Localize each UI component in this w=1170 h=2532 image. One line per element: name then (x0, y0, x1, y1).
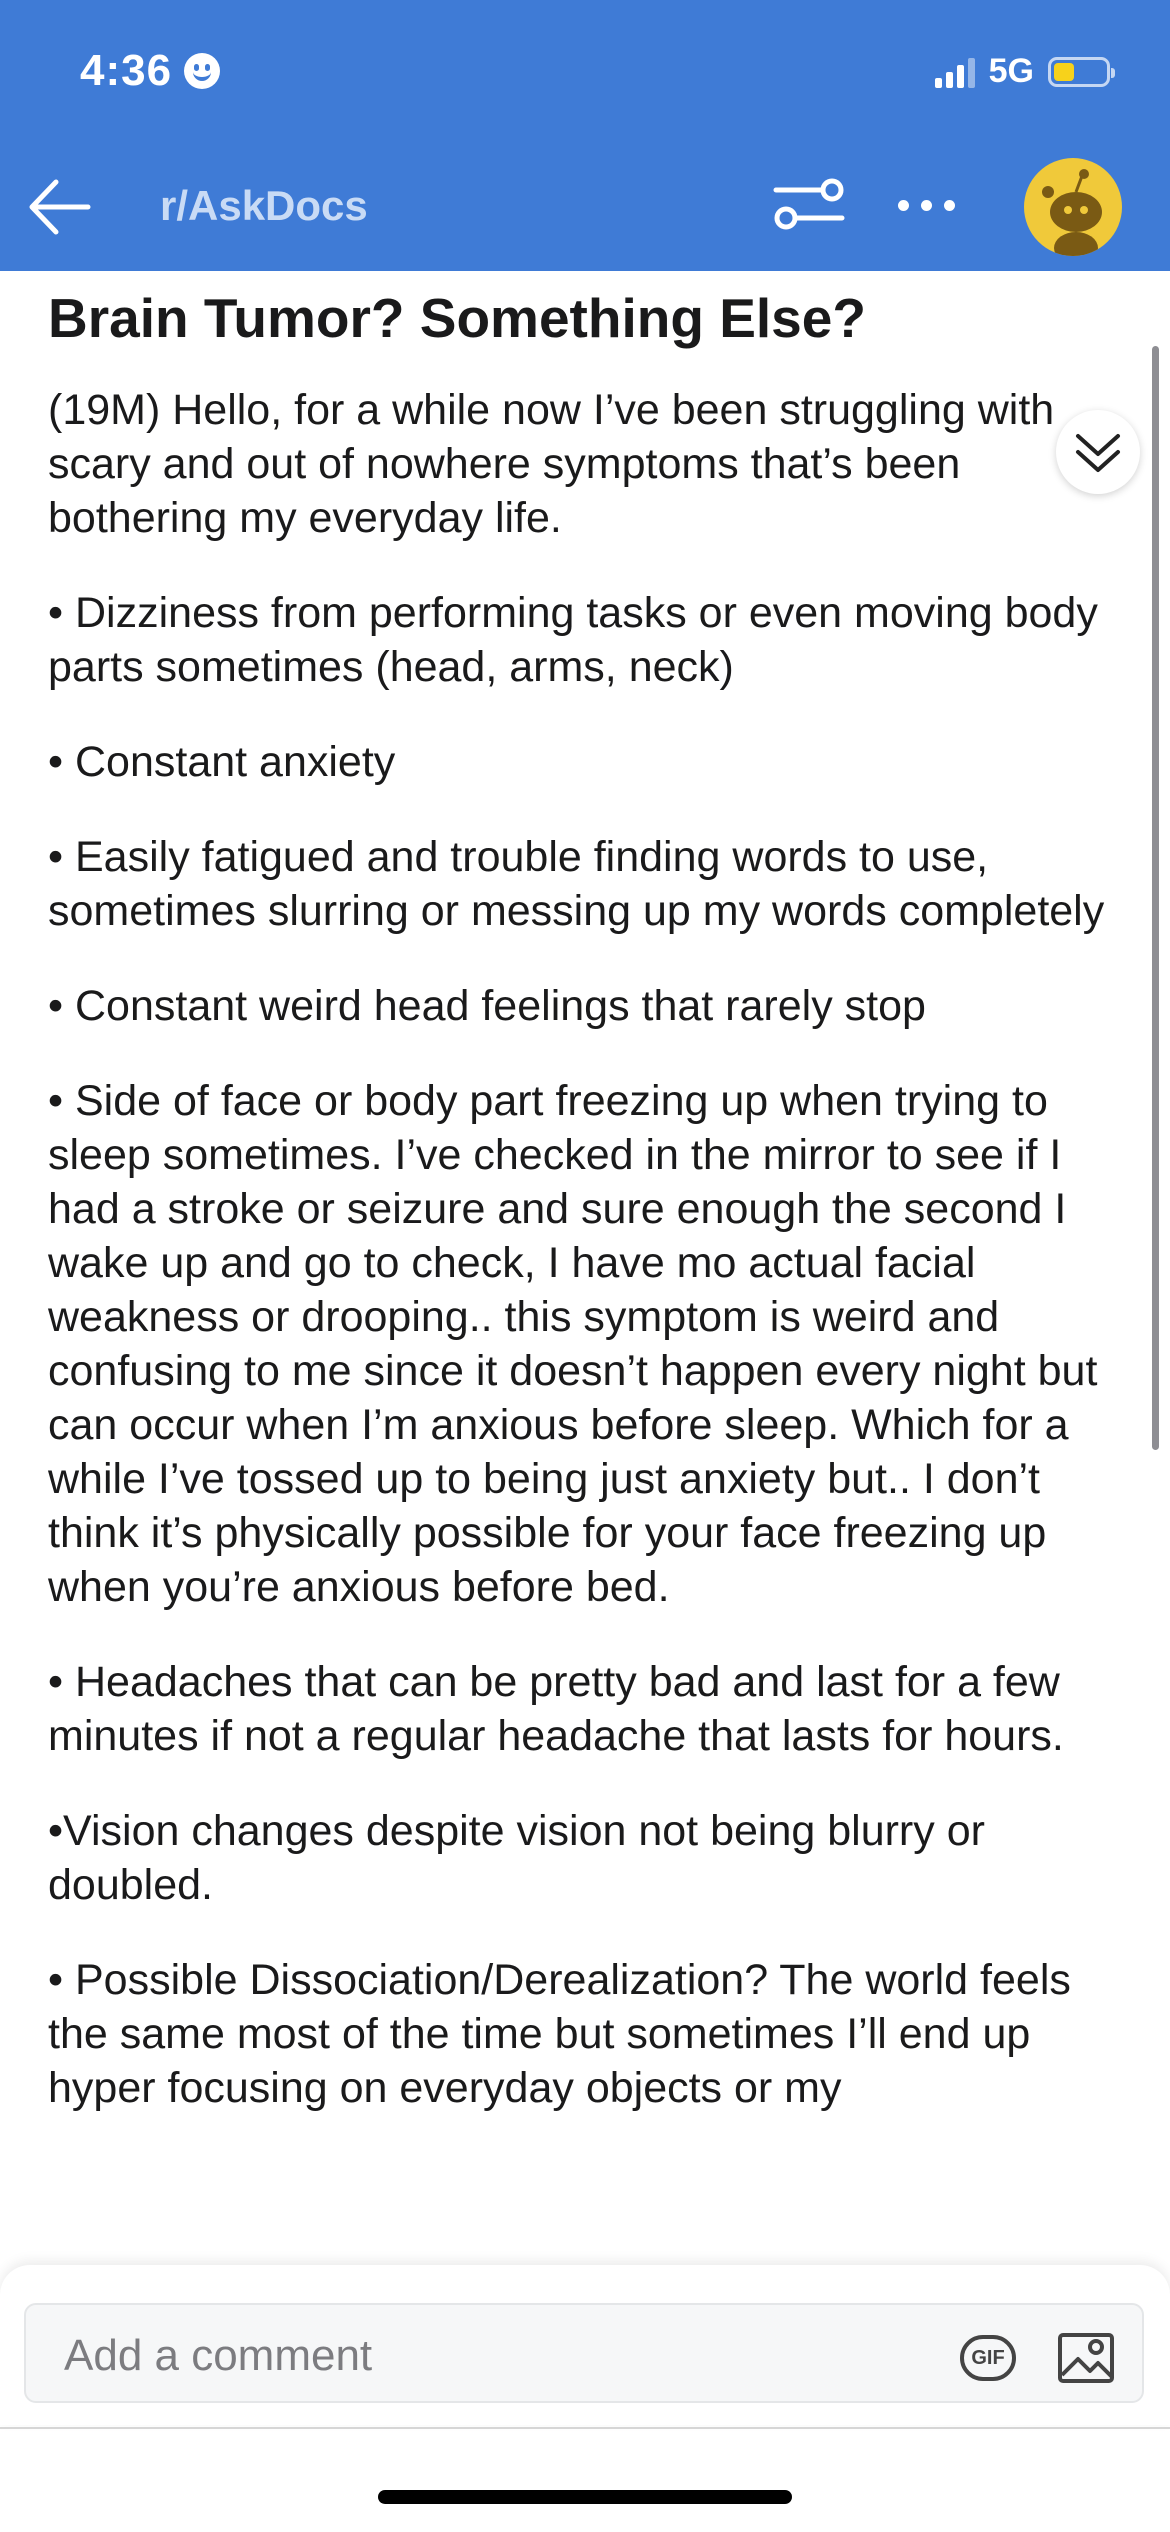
snoo-avatar-icon (1024, 158, 1122, 256)
user-avatar[interactable] (1024, 158, 1122, 256)
home-indicator[interactable] (378, 2490, 792, 2504)
post-paragraph: • Constant weird head feelings that rarely stop (48, 982, 926, 1030)
battery-icon (1048, 57, 1110, 87)
post-title: Brain Tumor? Something Else? (48, 287, 866, 349)
signal-icon (935, 56, 975, 88)
filter-sliders-icon[interactable] (772, 174, 846, 234)
post-paragraph: • Dizziness from performing tasks or even moving body parts sometimes (head, arms, neck) (48, 589, 1098, 691)
scrollbar[interactable] (1152, 346, 1159, 1450)
network-label: 5G (988, 52, 1034, 90)
divider (0, 2427, 1170, 2429)
post-paragraph: •Vision changes despite vision not being blurry or doubled. (48, 1807, 985, 1909)
comment-bar (0, 2265, 1170, 2425)
back-arrow-icon[interactable] (22, 172, 96, 242)
gif-icon[interactable]: GIF (960, 2335, 1016, 2381)
post-paragraph: • Constant anxiety (48, 738, 396, 786)
collapse-button[interactable] (1056, 410, 1140, 494)
status-time (80, 46, 220, 96)
focus-smiley-icon (184, 53, 220, 89)
post-body (48, 271, 1108, 2156)
post-paragraph: • Headaches that can be pretty bad and last for a few minutes if not a regular headache that lasts for hours. (48, 1658, 1064, 1760)
status-indicators (935, 52, 1110, 91)
chevron-double-down-icon (1056, 410, 1140, 494)
comment-input[interactable]: Add a comment (24, 2303, 1144, 2403)
post-paragraph: • Easily fatigued and trouble finding words to use, sometimes slurring or messing up my words completely (48, 833, 1105, 935)
nav-bar (0, 150, 1170, 260)
post-paragraph: (19M) Hello, for a while now I’ve been struggling with scary and out of nowhere symptoms that’s been bothering my everyday life. (48, 386, 1055, 542)
app-header (0, 0, 1170, 271)
status-time-text: 4:36 (80, 46, 173, 95)
post-paragraph: • Possible Dissociation/Derealization? The world feels the same most of the time but sometimes I’ll end up hyper focusing on everyday objects or my (48, 1956, 1071, 2112)
image-icon[interactable] (1056, 2327, 1116, 2387)
post-paragraph: • Side of face or body part freezing up when trying to sleep sometimes. I’ve checked in the mirror to see if I had a stroke or seizure and sure enough the second I wake up and go to check, I have mo actual facial weakness or drooping.. this symptom is weird and confusing to me since it doesn’t happen every night but can occur when I’m anxious before sleep. Which for a while I’ve tossed up to being just anxiety but.. I don’t think it’s physically possible for your face freezing up when you’re anxious before bed. (48, 1077, 1098, 1611)
more-dots-icon[interactable] (898, 200, 955, 211)
subreddit-name[interactable]: r/AskDocs (160, 182, 368, 229)
